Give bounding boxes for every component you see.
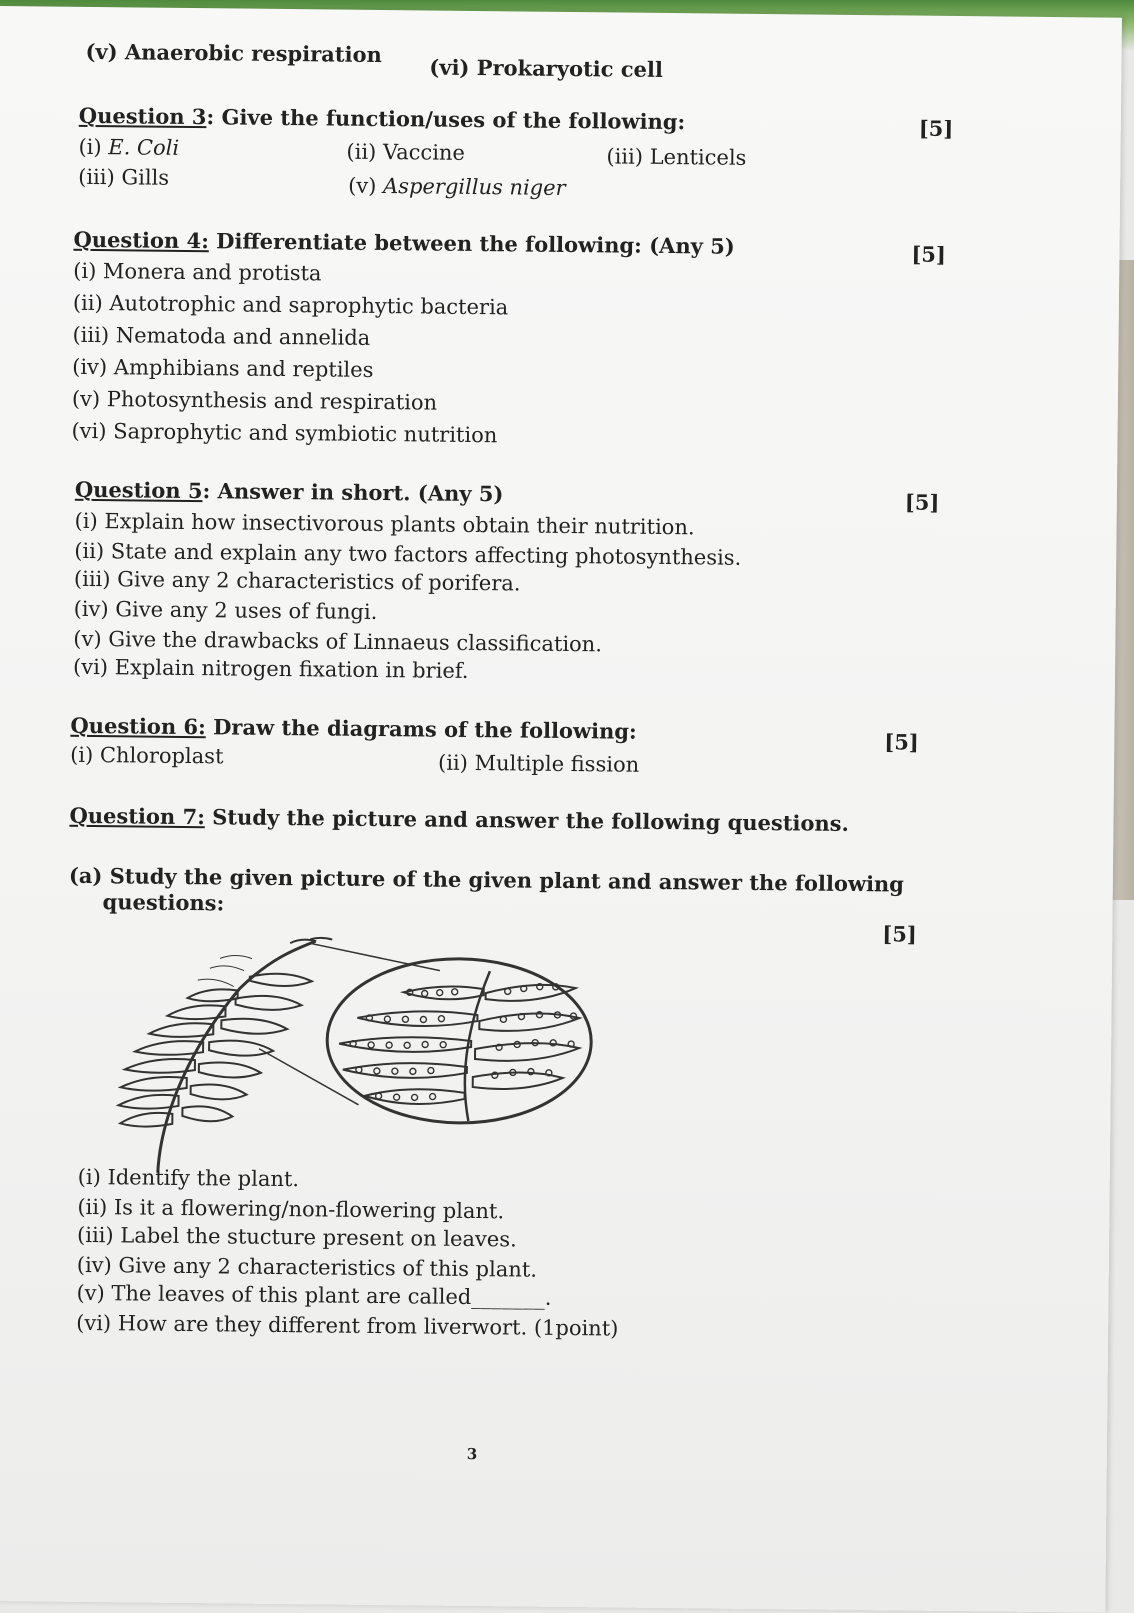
q3-label: Question 3 — [78, 102, 207, 130]
q3-item-iii-b: (iii) Gills — [78, 164, 170, 190]
fern-frond-drawing — [118, 936, 592, 1177]
q3-item-v-num: (v) — [348, 173, 384, 199]
q4-item: (iii) Nematoda and annelida — [72, 322, 371, 350]
q7a-line1: (a) Study the given picture of the given plant and answer the following — [68, 862, 905, 897]
q6-label: Question 6: — [70, 712, 206, 740]
fern-leaflets-right — [182, 973, 312, 1123]
q5-item: (ii) State and explain any two factors affecting photosynthesis. — [74, 538, 742, 570]
q4-item: (vi) Saprophytic and symbiotic nutrition — [71, 418, 498, 448]
q5-item: (i) Explain how insectivorous plants obtain their nutrition. — [74, 508, 695, 540]
q5-item: (iii) Give any 2 characteristics of porifera. — [73, 566, 521, 596]
q7-marks: [5] — [882, 921, 917, 947]
q5-item: (vi) Explain nitrogen fixation in brief. — [72, 654, 469, 683]
q3-item-ii: (ii) Vaccine — [346, 139, 466, 165]
q7-item: (iii) Label the stucture present on leaves. — [77, 1222, 517, 1252]
q4-item: (v) Photosynthesis and respiration — [71, 386, 438, 415]
q7-item-fill-blank — [76, 1281, 551, 1310]
q4-item: (iv) Amphibians and reptiles — [72, 354, 374, 382]
q2-item-v: (v) Anaerobic respiration — [85, 38, 382, 68]
q5-title: : Answer in short. (Any 5) — [202, 478, 504, 507]
q6-heading — [70, 713, 637, 744]
fern-leaflets-left — [118, 988, 237, 1127]
magnification-line-top — [310, 943, 440, 970]
q7-title: Study the picture and answer the following questions. — [204, 804, 849, 836]
q4-item: (ii) Autotrophic and saprophytic bacteria — [72, 290, 509, 320]
q3-item-iii-a: (iii) Lenticels — [606, 144, 747, 170]
q5-label: Question 5 — [74, 476, 203, 504]
q2-item-vi: (vi) Prokaryotic cell — [429, 54, 664, 82]
q4-label: Question 4: — [73, 226, 210, 254]
q5-item: (iv) Give any 2 uses of fungi. — [73, 596, 378, 624]
fern-pinna-hatching — [198, 955, 252, 987]
fern-leaf-diagram — [108, 927, 611, 1182]
q6-item-i: (i) Chloroplast — [70, 742, 224, 769]
q7-item: (ii) Is it a flowering/non-flowering plant. — [77, 1194, 505, 1224]
q6-marks: [5] — [884, 729, 919, 755]
q3-item-v-term: Aspergillus niger — [382, 174, 566, 200]
q6-title: Draw the diagrams of the following: — [205, 714, 637, 744]
q7-item: (i) Identify the plant. — [77, 1164, 300, 1192]
q7a-line2: questions: — [102, 889, 225, 916]
q4-heading — [73, 227, 734, 259]
q7-heading — [69, 803, 849, 836]
q5-item: (v) Give the drawbacks of Linnaeus classification. — [73, 626, 603, 657]
q3-item-i-num: (i) — [78, 134, 109, 160]
q3-title: : Give the function/uses of the following: — [206, 104, 686, 135]
q3-item-i — [78, 135, 179, 160]
q3-item-v — [348, 174, 566, 200]
q4-title: Differentiate between the following: (Any 5) — [208, 228, 735, 259]
q5-marks: [5] — [904, 489, 940, 515]
q7-item: (iv) Give any 2 characteristics of this plant. — [76, 1252, 538, 1282]
q3-item-i-term: E. Coli — [108, 135, 180, 160]
q3-heading — [79, 103, 686, 134]
q5-heading — [75, 477, 504, 506]
magnification-line-bottom — [259, 1049, 360, 1105]
exam-page — [0, 6, 1122, 1613]
q4-marks: [5] — [911, 241, 947, 267]
page-number: 3 — [466, 1444, 478, 1464]
q3-marks: [5] — [918, 115, 954, 141]
q7-label: Question 7: — [69, 802, 206, 830]
q6-item-ii: (ii) Multiple fission — [437, 750, 640, 777]
q7-item-v-text: (v) The leaves of this plant are called — [76, 1280, 472, 1310]
fill-in-blank: _______. — [471, 1285, 552, 1310]
q4-item: (i) Monera and protista — [73, 258, 322, 286]
q7-item: (vi) How are they different from liverwort. (1point) — [76, 1310, 619, 1341]
